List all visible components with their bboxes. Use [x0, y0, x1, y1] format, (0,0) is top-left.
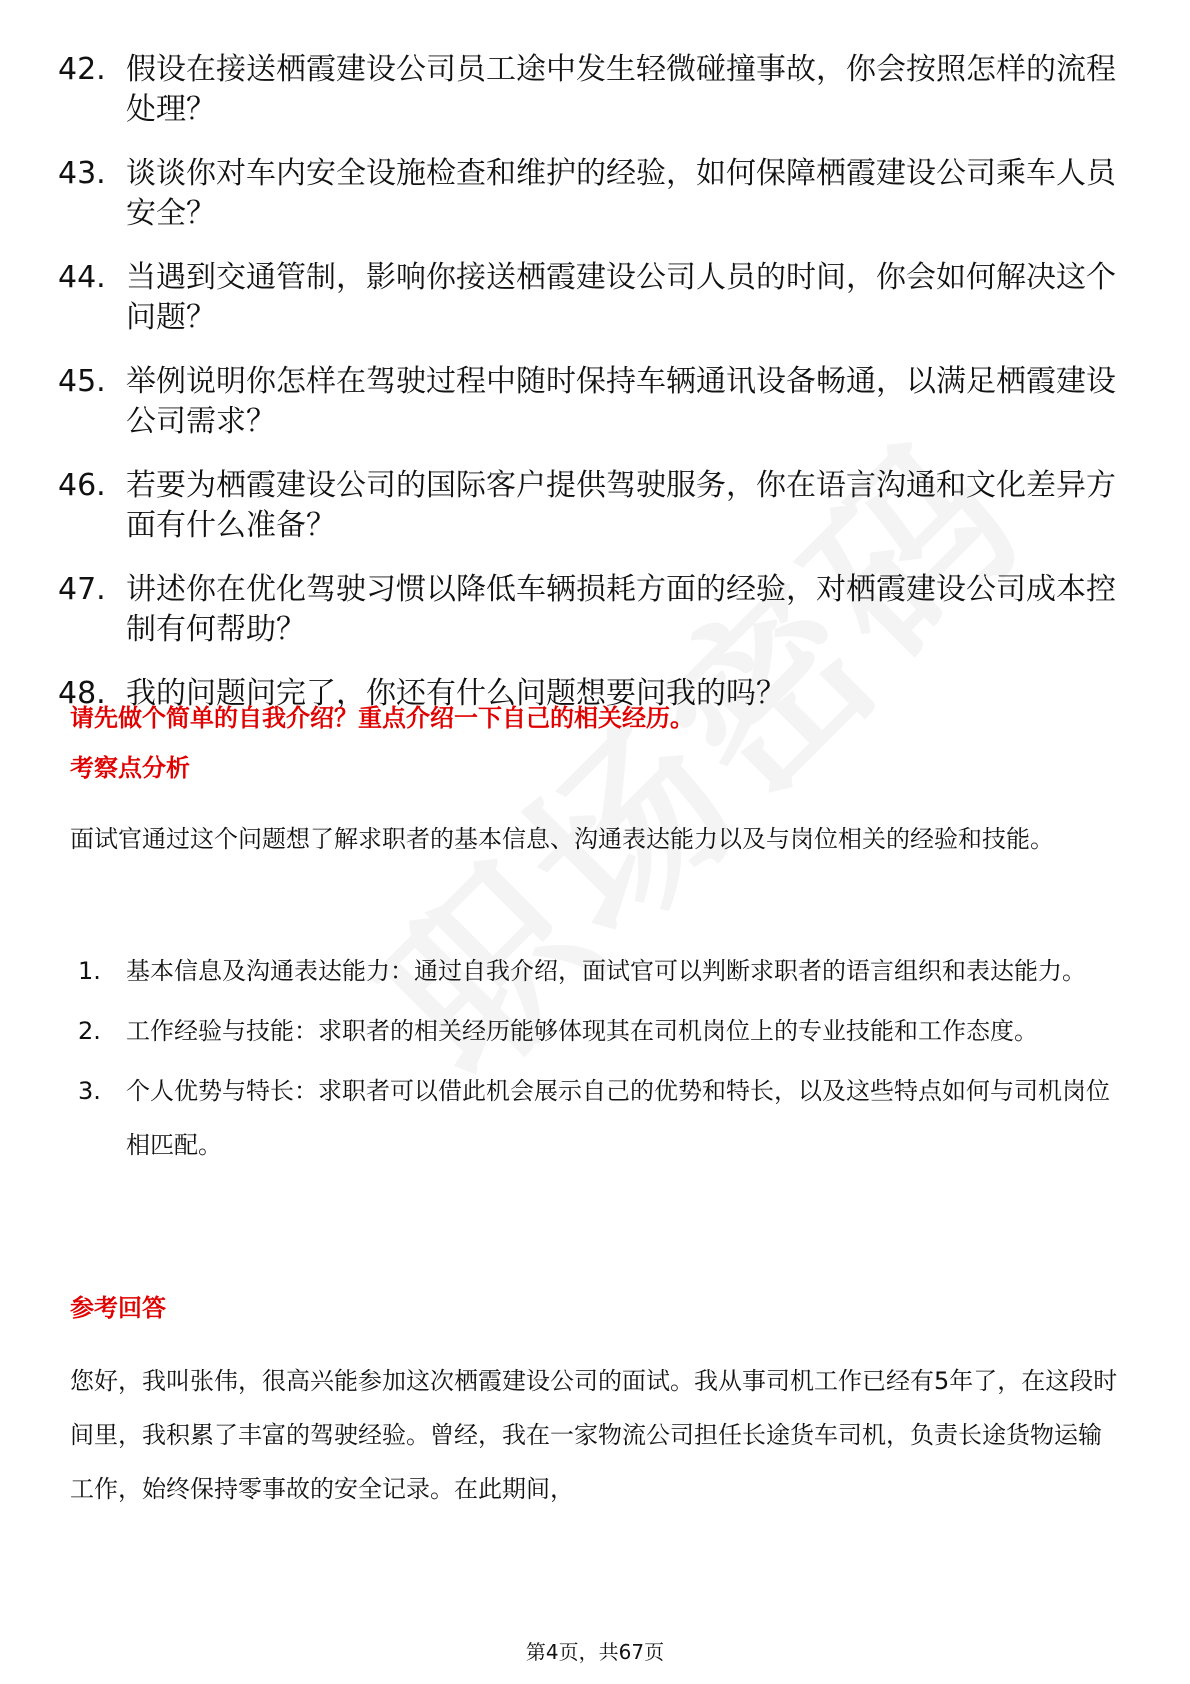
analysis-point	[70, 1004, 1120, 1058]
question-item	[58, 362, 1128, 442]
question-number: 43.	[58, 156, 106, 191]
point-text: 工作经验与技能：求职者的相关经历能够体现其在司机岗位上的专业技能和工作态度。	[126, 1017, 1038, 1045]
analysis-point	[70, 944, 1120, 998]
question-item	[58, 466, 1128, 546]
analysis-heading: 考察点分析	[70, 754, 190, 782]
question-text: 讲述你在优化驾驶习惯以降低车辆损耗方面的经验，对栖霞建设公司成本控制有何帮助？	[126, 572, 1116, 647]
page-footer: 第4页，共67页	[525, 1640, 665, 1664]
question-number: 47.	[58, 572, 106, 607]
point-text: 个人优势与特长：求职者可以借此机会展示自己的优势和特长，以及这些特点如何与司机岗位相匹配。	[126, 1077, 1110, 1159]
point-text: 基本信息及沟通表达能力：通过自我介绍，面试官可以判断求职者的语言组织和表达能力。	[126, 957, 1086, 985]
question-text: 当遇到交通管制，影响你接送栖霞建设公司人员的时间，你会如何解决这个问题？	[126, 260, 1116, 335]
analysis-intro: 面试官通过这个问题想了解求职者的基本信息、沟通表达能力以及与岗位相关的经验和技能。	[70, 825, 1054, 853]
reference-answer: 您好，我叫张伟，很高兴能参加这次栖霞建设公司的面试。我从事司机工作已经有5年了，在这段时间里，我积累了丰富的驾驶经验。曾经，我在一家物流公司担任长途货车司机，负责长途货物运输工作，始终保持零事故的安全记录。在此期间，	[70, 1367, 1118, 1503]
question-text: 举例说明你怎样在驾驶过程中随时保持车辆通讯设备畅通，以满足栖霞建设公司需求？	[126, 364, 1116, 439]
question-number: 42.	[58, 52, 106, 87]
point-number: 2.	[78, 1017, 101, 1045]
question-text: 我的问题问完了，你还有什么问题想要问我的吗？	[126, 676, 786, 711]
question-list	[58, 50, 1128, 738]
featured-question: 请先做个简单的自我介绍？重点介绍一下自己的相关经历。	[70, 704, 694, 732]
question-item	[58, 154, 1128, 234]
point-number: 3.	[78, 1077, 101, 1105]
analysis-points	[70, 944, 1120, 1178]
question-number: 48.	[58, 676, 106, 711]
question-item	[58, 570, 1128, 650]
question-item	[58, 258, 1128, 338]
analysis-point	[70, 1064, 1120, 1172]
question-number: 46.	[58, 468, 106, 503]
reference-heading: 参考回答	[70, 1294, 166, 1322]
question-text: 谈谈你对车内安全设施检查和维护的经验，如何保障栖霞建设公司乘车人员安全？	[126, 156, 1116, 231]
question-number: 44.	[58, 260, 106, 295]
question-number: 45.	[58, 364, 106, 399]
question-text: 若要为栖霞建设公司的国际客户提供驾驶服务，你在语言沟通和文化差异方面有什么准备？	[126, 468, 1116, 543]
question-text: 假设在接送栖霞建设公司员工途中发生轻微碰撞事故，你会按照怎样的流程处理？	[126, 52, 1116, 127]
point-number: 1.	[78, 957, 101, 985]
question-item	[58, 50, 1128, 130]
